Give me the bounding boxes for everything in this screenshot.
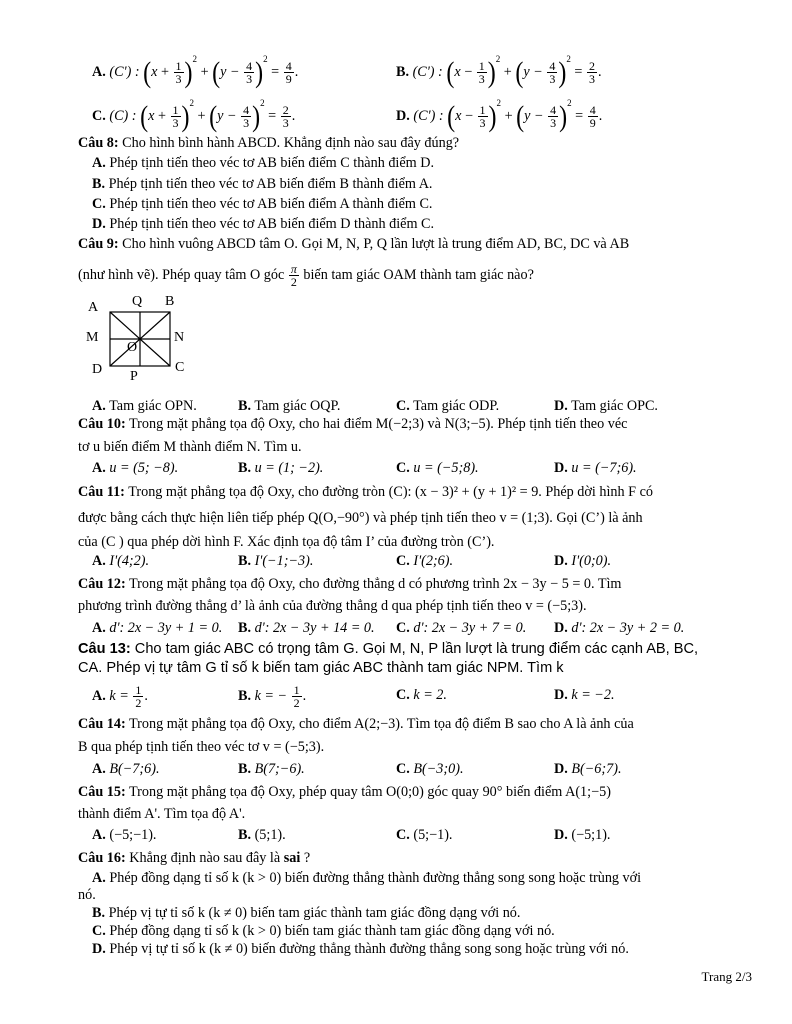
q13-option-a: A. k = $\frac{1}{2}$ . (92, 683, 148, 710)
figure-label-m: M (86, 330, 99, 345)
q10-stem-line2: tơ u biến điểm M thành điểm N. Tìm u. (78, 439, 302, 455)
q8-option-d: D. Phép tịnh tiến theo véc tơ AB biến điểm D thành điểm C. (92, 216, 435, 232)
q15-option-d: D. (−5;1). (554, 827, 611, 843)
q12-option-c: C. d': 2x − 3y + 7 = 0. (396, 620, 527, 636)
q11-option-b: B. I'(−1;−3). (238, 553, 314, 569)
q9-option-c: C. Tam giác ODP. (396, 398, 500, 414)
q16-option-a-cont: nó. (78, 887, 96, 903)
q15-stem-line2: thành điểm A'. Tìm tọa độ A'. (78, 806, 246, 822)
figure-label-p: P (130, 369, 138, 384)
q11-stem-line2: được bằng cách thực hiện liên tiếp phép Q(O,−90°) và phép tịnh tiến theo v = (1;3). Gọi (C’) là ảnh (78, 510, 643, 526)
top-option-b: B. (C') : (x − $\frac{1}{3}$ )$^2$ + (y − $\frac{4}{3}$ )$^2$ = $\frac{2}{3}$ . (396, 54, 602, 89)
q12-option-d: D. d': 2x − 3y + 2 = 0. (554, 620, 685, 636)
figure-label-d: D (92, 362, 103, 377)
q11-option-c: C. I'(2;6). (396, 553, 454, 569)
q14-option-d: D. B(−6;7). (554, 761, 622, 777)
q16-stem: Câu 16: Khẳng định nào sau đây là sai ? (78, 850, 311, 866)
q15-stem-line1: Câu 15: Trong mặt phẳng tọa độ Oxy, phép quay tâm O(0;0) góc quay 90° biến điểm A(1;−5) (78, 784, 611, 800)
q10-option-c: C. u = (−5;8). (396, 460, 479, 476)
q11-option-a: A. I'(4;2). (92, 553, 150, 569)
q9-option-b: B. Tam giác OQP. (238, 398, 341, 414)
q12-option-a: A. d': 2x − 3y + 1 = 0. (92, 620, 223, 636)
figure-label-q: Q (132, 294, 143, 309)
top-option-c: C. (C) : (x + $\frac{1}{3}$ )$^2$ + (y − $\frac{4}{3}$ )$^2$ = $\frac{2}{3}$ . (92, 98, 296, 133)
top-option-d: D. (C') : (x − $\frac{1}{3}$ )$^2$ + (y − $\frac{4}{3}$ )$^2$ = $\frac{4}{9}$ . (396, 98, 603, 133)
figure-label-c: C (175, 360, 185, 375)
q8-option-a: A. Phép tịnh tiến theo véc tơ AB biến điểm C thành điểm D. (92, 155, 435, 171)
q13-option-d: D. k = −2. (554, 687, 615, 703)
q15-option-a: A. (−5;−1). (92, 827, 157, 843)
q9-option-d: D. Tam giác OPC. (554, 398, 658, 414)
q14-stem-line1: Câu 14: Trong mặt phẳng tọa độ Oxy, cho điểm A(2;−3). Tìm tọa độ điểm B sao cho A là ảnh của (78, 716, 634, 732)
figure-label-n: N (174, 330, 185, 345)
q13-option-b: B. k = − $\frac{1}{2}$ . (238, 683, 307, 710)
q9-stem-line2: (như hình vẽ). Phép quay tâm O góc $\frac{\pi}{2}$ biến tam giác OAM thành tam giác nào? (78, 262, 534, 289)
q13-stem-line2: CA. Phép vị tự tâm G tỉ số k biến tam giác ABC thành tam giác NPM. Tìm k (78, 660, 564, 676)
q14-stem-line2: B qua phép tịnh tiến theo véc tơ v = (−5;3). (78, 739, 325, 755)
figure-label-o: O (127, 340, 138, 355)
q9-stem-line1: Câu 9: Cho hình vuông ABCD tâm O. Gọi M, N, P, Q lần lượt là trung điểm AD, BC, DC và AB (78, 236, 630, 252)
q12-option-b: B. d': 2x − 3y + 14 = 0. (238, 620, 375, 636)
q14-option-b: B. B(7;−6). (238, 761, 305, 777)
q10-stem-line1: Câu 10: Trong mặt phẳng tọa độ Oxy, cho hai điểm M(−2;3) và N(3;−5). Phép tịnh tiến theo véc (78, 416, 628, 432)
q10-option-a: A. u = (5; −8). (92, 460, 179, 476)
q8-option-c: C. Phép tịnh tiến theo véc tơ AB biến điểm A thành điểm C. (92, 196, 433, 212)
q16-option-c: C. Phép đồng dạng tỉ số k (k > 0) biến tam giác thành tam giác đồng dạng với nó. (92, 923, 555, 939)
q8-stem: Câu 8: Cho hình bình hành ABCD. Khẳng định nào sau đây đúng? (78, 135, 460, 151)
q13-stem-line1: Câu 13: Cho tam giác ABC có trọng tâm G. Gọi M, N, P lần lượt là trung điểm các cạnh AB, BC, (78, 641, 699, 657)
q11-stem-line3: của (C ) qua phép dời hình F. Xác định tọa độ tâm I’ của đường tròn (C’). (78, 534, 495, 550)
q11-stem-line1: Câu 11: Trong mặt phẳng tọa độ Oxy, cho đường tròn (C): (x − 3)² + (y + 1)² = 9. Phép dời hình F có (78, 484, 653, 500)
q14-option-a: A. B(−7;6). (92, 761, 160, 777)
q14-option-c: C. B(−3;0). (396, 761, 464, 777)
q15-option-b: B. (5;1). (238, 827, 286, 843)
q16-option-a: A. Phép đồng dạng tỉ số k (k > 0) biến đường thẳng thành đường thẳng song song hoặc trùng với (92, 870, 642, 886)
q9-option-a: A. Tam giác OPN. (92, 398, 197, 414)
q12-stem-line1: Câu 12: Trong mặt phẳng tọa độ Oxy, cho đường thẳng d có phương trình 2x − 3y − 5 = 0. Tìm (78, 576, 622, 592)
q11-option-d: D. I'(0;0). (554, 553, 612, 569)
q10-option-b: B. u = (1; −2). (238, 460, 324, 476)
q15-option-c: C. (5;−1). (396, 827, 453, 843)
q16-option-d: D. Phép vị tự tỉ số k (k ≠ 0) biến đường thẳng thành đường thẳng song song hoặc trùng với nó. (92, 941, 629, 957)
top-option-a: A. (C') : (x + $\frac{1}{3}$ )$^2$ + (y − $\frac{4}{3}$ )$^2$ = $\frac{4}{9}$ . (92, 54, 299, 89)
figure-label-a: A (88, 300, 99, 315)
q16-option-b: B. Phép vị tự tỉ số k (k ≠ 0) biến tam giác thành tam giác đồng dạng với nó. (92, 905, 521, 921)
q12-stem-line2: phương trình đường thẳng d’ là ảnh của đường thẳng d qua phép tịnh tiến theo v = (−5;3). (78, 598, 587, 614)
q10-option-d: D. u = (−7;6). (554, 460, 637, 476)
figure-label-b: B (165, 294, 175, 309)
page-number: Trang 2/3 (701, 969, 752, 984)
q8-option-b: B. Phép tịnh tiến theo véc tơ AB biến điểm B thành điểm A. (92, 176, 433, 192)
q13-option-c: C. k = 2. (396, 687, 447, 703)
